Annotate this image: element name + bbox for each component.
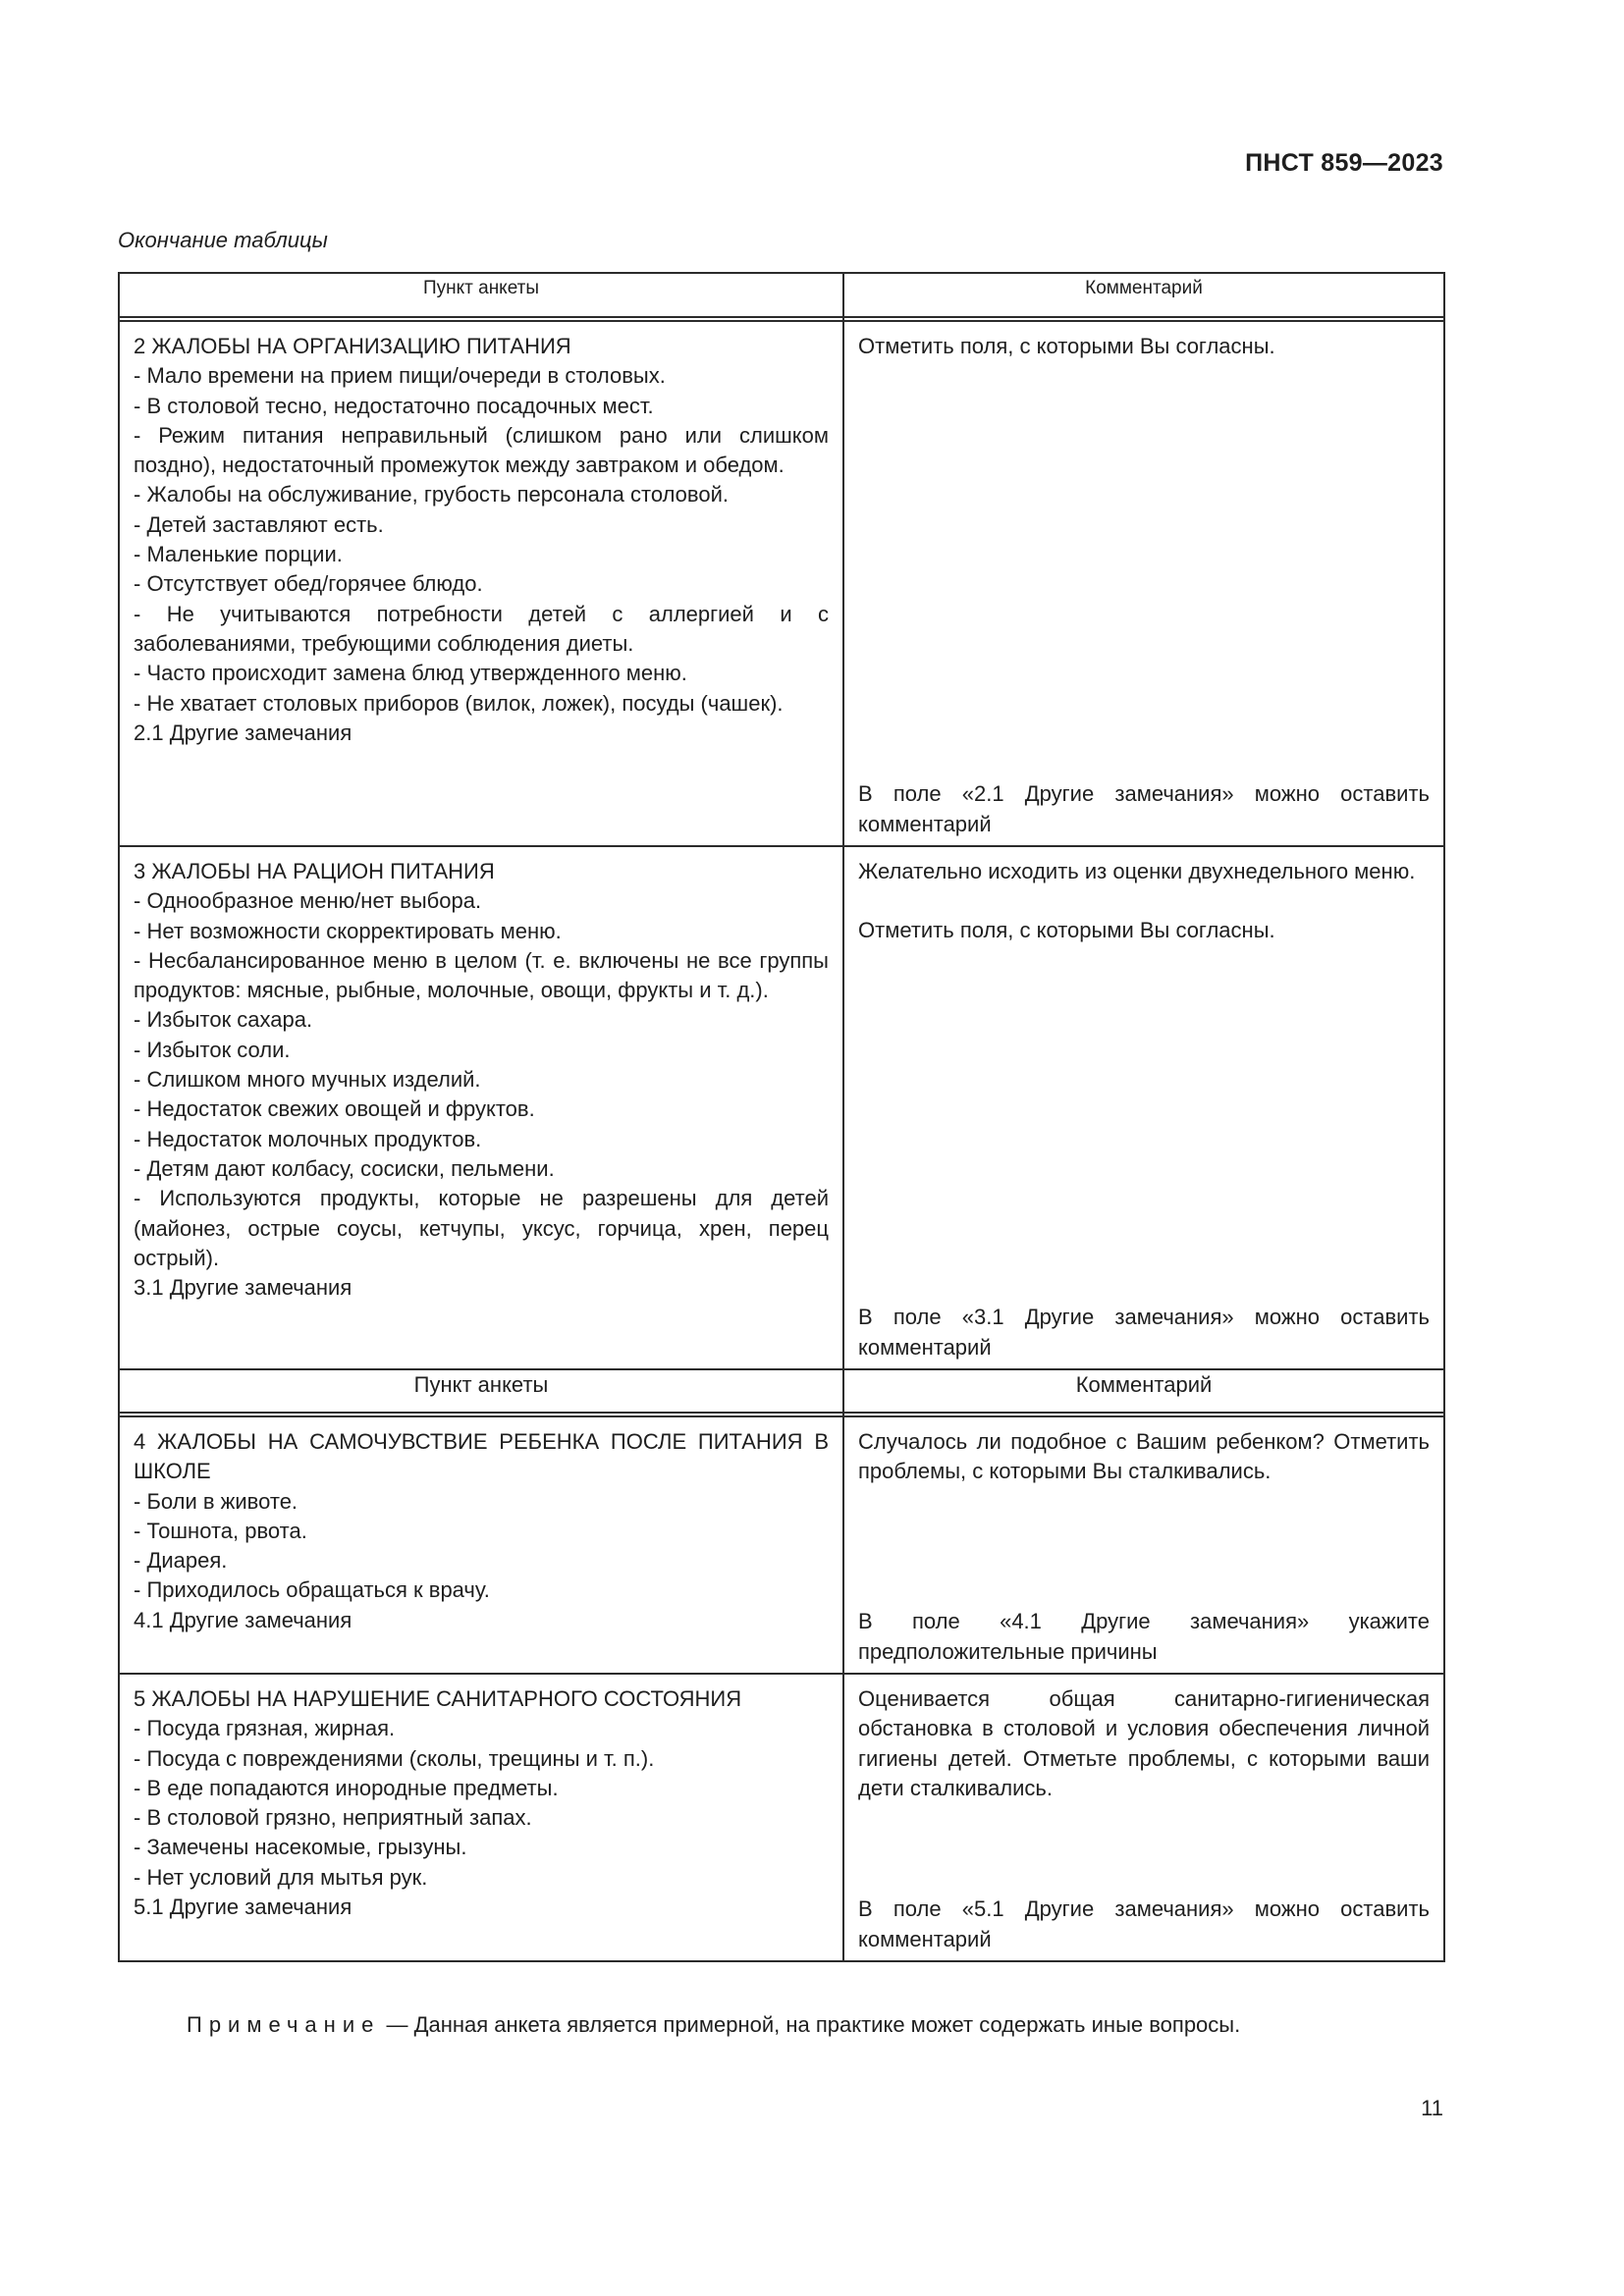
section-comment-cell — [843, 1416, 1444, 1674]
list-item: - Несбалансированное меню в целом (т. е. включены не все группы продуктов: мясные, рыбные, молочные, овощи, фрукты и т. д.). — [134, 947, 829, 1003]
list-item: - Посуда с повреждениями (сколы, трещины и т. п.). — [134, 1745, 655, 1771]
column-header-comment: Комментарий — [843, 273, 1444, 317]
questionnaire-table — [118, 272, 1445, 1962]
comment-top — [858, 332, 1430, 361]
section-comment-cell — [843, 1674, 1444, 1961]
comment-text: Отметить поля, с которыми Вы согласны. — [858, 918, 1275, 943]
list-item: - Однообразное меню/нет выбора. — [134, 888, 482, 914]
comment-bottom: В поле «3.1 Другие замечания» можно оставить комментарий — [858, 1305, 1430, 1360]
table-row — [119, 321, 1444, 846]
list-item: - Избыток соли. — [134, 1037, 291, 1062]
table-row — [119, 1416, 1444, 1674]
table-mid-header-row — [119, 1369, 1444, 1413]
table-row — [119, 1674, 1444, 1961]
column-header-comment: Комментарий — [843, 1369, 1444, 1413]
list-item: - Используются продукты, которые не разрешены для детей (майонез, острые соусы, кетчупы, уксус, горчица, хрен, перец острый). — [134, 1186, 829, 1270]
list-item: - Не хватает столовых приборов (вилок, ложек), посуды (чашек). — [134, 690, 784, 716]
section-items-cell — [119, 1674, 843, 1961]
list-item: - В столовой тесно, недостаточно посадочных мест. — [134, 393, 654, 418]
document-code: ПНСТ 859—2023 — [1245, 149, 1443, 177]
comment-top — [858, 857, 1430, 946]
list-item: - Нет возможности скорректировать меню. — [134, 918, 562, 943]
list-item: - Мало времени на прием пищи/очереди в столовых. — [134, 363, 666, 389]
table-row — [119, 846, 1444, 1369]
table-caption: Окончание таблицы — [118, 228, 328, 252]
list-item: - Слишком много мучных изделий. — [134, 1067, 481, 1093]
comment-wrapper — [858, 857, 1430, 1362]
list-item: - Режим питания неправильный (слишком рано или слишком поздно), недостаточный промежуток между завтраком и обедом. — [134, 422, 829, 478]
list-item: - Маленькие порции. — [134, 542, 343, 567]
section-heading: 3 ЖАЛОБЫ НА РАЦИОН ПИТАНИЯ — [134, 859, 495, 883]
comment-bottom: В поле «5.1 Другие замечания» можно оставить комментарий — [858, 1896, 1430, 1951]
comment-wrapper — [858, 332, 1430, 839]
footnote-label: Примечание — [187, 2012, 381, 2037]
list-item: 5.1 Другие замечания — [134, 1895, 352, 1920]
list-item: - Замечены насекомые, грызуны. — [134, 1835, 467, 1860]
section-heading: 4 ЖАЛОБЫ НА САМОЧУВСТВИЕ РЕБЕНКА ПОСЛЕ ПИТАНИЯ В ШКОЛЕ — [134, 1429, 829, 1484]
list-item: - Отсутствует обед/горячее блюдо. — [134, 571, 483, 597]
comment-wrapper — [858, 1427, 1430, 1667]
column-header-item: Пункт анкеты — [119, 1369, 843, 1413]
list-item: - Жалобы на обслуживание, грубость персонала столовой. — [134, 482, 729, 507]
list-item: - Боли в животе. — [134, 1488, 298, 1514]
list-item: - Не учитываются потребности детей с аллергией и с заболеваниями, требующими соблюдения диеты. — [134, 601, 829, 656]
footnote-text: — Данная анкета является примерной, на практике может содержать иные вопросы. — [380, 2012, 1241, 2037]
list-item: - Нет условий для мытья рук. — [134, 1864, 428, 1890]
section-items-cell — [119, 846, 843, 1369]
list-item: - Недостаток свежих овощей и фруктов. — [134, 1096, 535, 1122]
list-item: - Недостаток молочных продуктов. — [134, 1126, 482, 1151]
list-item: - Детям дают колбасу, сосиски, пельмени. — [134, 1155, 555, 1181]
section-heading: 5 ЖАЛОБЫ НА НАРУШЕНИЕ САНИТАРНОГО СОСТОЯНИЯ — [134, 1686, 742, 1711]
list-item: - В еде попадаются инородные предметы. — [134, 1775, 559, 1800]
comment-bottom: В поле «4.1 Другие замечания» укажите предположительные причины — [858, 1609, 1430, 1664]
comment-text: Отметить поля, с которыми Вы согласны. — [858, 334, 1275, 358]
section-heading: 2 ЖАЛОБЫ НА ОРГАНИЗАЦИЮ ПИТАНИЯ — [134, 334, 571, 358]
footnote — [187, 2012, 1240, 2038]
page-number: 11 — [1421, 2096, 1443, 2120]
comment-top — [858, 1427, 1430, 1487]
list-item: - Избыток сахара. — [134, 1007, 313, 1033]
list-item: 4.1 Другие замечания — [134, 1607, 352, 1632]
comment-wrapper — [858, 1684, 1430, 1954]
comment-text: Оценивается общая санитарно-гигиеническая обстановка в столовой и условия обеспечения личной гигиены детей. Отметьте проблемы, с которыми ваши дети сталкивались. — [858, 1686, 1430, 1800]
section-items-cell — [119, 1416, 843, 1674]
section-comment-cell — [843, 846, 1444, 1369]
table-header-row — [119, 273, 1444, 317]
list-item: 2.1 Другие замечания — [134, 720, 352, 745]
list-item: - Посуда грязная, жирная. — [134, 1716, 396, 1741]
list-item: - В столовой грязно, неприятный запах. — [134, 1805, 532, 1831]
list-item: 3.1 Другие замечания — [134, 1275, 352, 1301]
comment-top — [858, 1684, 1430, 1803]
section-comment-cell — [843, 321, 1444, 846]
comment-text: Случалось ли подобное с Вашим ребенком? Отметить проблемы, с которыми Вы сталкивались. — [858, 1429, 1430, 1484]
comment-text: Желательно исходить из оценки двухнедельного меню. — [858, 859, 1416, 883]
column-header-item: Пункт анкеты — [119, 273, 843, 317]
list-item: - Часто происходит замена блюд утвержденного меню. — [134, 661, 687, 686]
section-items-cell — [119, 321, 843, 846]
list-item: - Тошнота, рвота. — [134, 1518, 307, 1543]
comment-bottom: В поле «2.1 Другие замечания» можно оставить комментарий — [858, 781, 1430, 836]
list-item: - Приходилось обращаться к врачу. — [134, 1577, 490, 1603]
list-item: - Диарея. — [134, 1548, 228, 1574]
list-item: - Детей заставляют есть. — [134, 511, 384, 537]
